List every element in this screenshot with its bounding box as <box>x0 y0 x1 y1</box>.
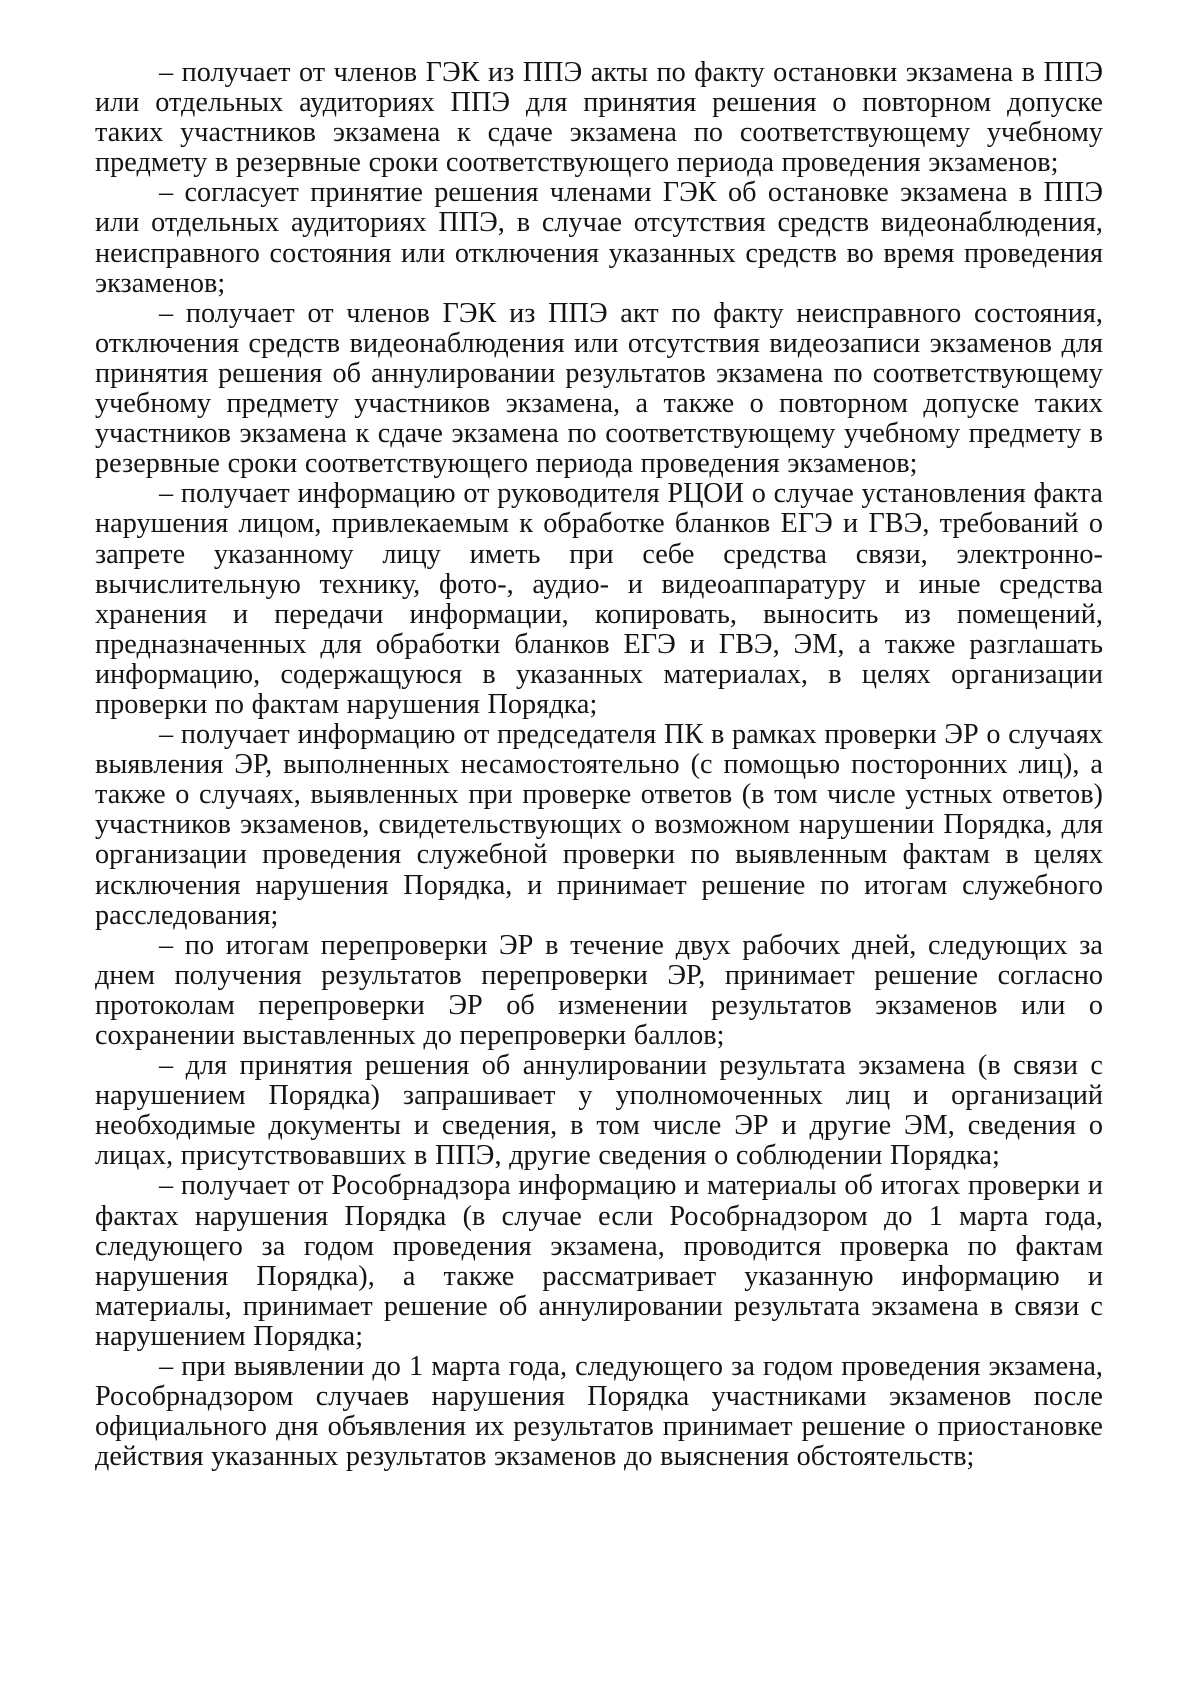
paragraph-6: – по итогам перепроверки ЭР в течение двух рабочих дней, следующих за днем получения результатов перепроверки ЭР, принимает решение согласно протоколам перепроверки ЭР об изменении результатов экзаменов или о сохранении выставленных до перепроверки баллов; <box>95 929 1103 1051</box>
paragraph-9: – при выявлении до 1 марта года, следующего за годом проведения экзамена, Рособрнадзором случаев нарушения Порядка участниками экзаменов после официального дня объявления их результатов принимает решение о приостановке действия указанных результатов экзаменов до выяснения обстоятельств; <box>95 1351 1103 1473</box>
paragraph-7: – для принятия решения об аннулировании результата экзамена (в связи с нарушением Порядка) запрашивает у уполномоченных лиц и организаций необходимые документы и сведения, в том числе ЭР и другие ЭМ, сведения о лицах, присутствовавших в ППЭ, другие сведения о соблюдении Порядка; <box>95 1050 1103 1172</box>
paragraph-1: – получает от членов ГЭК из ППЭ акты по факту остановки экзамена в ППЭ или отдельных аудиториях ППЭ для принятия решения о повторном допуске таких участников экзамена к сдаче экзамена по соответствующему учебному предмету в резервные сроки соответствующего периода проведения экзаменов; <box>95 57 1103 179</box>
paragraph-2: – согласует принятие решения членами ГЭК об остановке экзамена в ППЭ или отдельных аудиториях ППЭ, в случае отсутствия средств видеонаблюдения, неисправного состояния или отключения указанных средств во время проведения экзаменов; <box>95 177 1103 299</box>
paragraph-4: – получает информацию от руководителя РЦОИ о случае установления факта нарушения лицом, привлекаемым к обработке бланков ЕГЭ и ГВЭ, требований о запрете указанному лицу иметь при себе средства связи, электронно-вычислительную технику, фото-, аудио- и видеоаппаратуру и иные средства хранения и передачи информации, копировать, выносить из помещений, предназначенных для обработки бланков ЕГЭ и ГВЭ, ЭМ, а также разглашать информацию, содержащуюся в указанных материалах, в целях организации проверки по фактам нарушения Порядка; <box>95 478 1103 720</box>
document-page <box>95 58 1103 1472</box>
paragraph-3: – получает от членов ГЭК из ППЭ акт по факту неисправного состояния, отключения средств видеонаблюдения или отсутствия видеозаписи экзаменов для принятия решения об аннулировании результатов экзамена по соответствующему учебному предмету участников экзамена, а также о повторном допуске таких участников экзамена к сдаче экзамена по соответствующему учебному предмету в резервные сроки соответствующего периода проведения экзаменов; <box>95 297 1103 480</box>
paragraph-5: – получает информацию от председателя ПК в рамках проверки ЭР о случаях выявления ЭР, выполненных несамостоятельно (с помощью посторонних лиц), а также о случаях, выявленных при проверке ответов (в том числе устных ответов) участников экзаменов, свидетельствующих о возможном нарушении Порядка, для организации проведения служебной проверки по выявленным фактам в целях исключения нарушения Порядка, и принимает решение по итогам служебного расследования; <box>95 719 1103 931</box>
paragraph-8: – получает от Рособрнадзора информацию и материалы об итогах проверки и фактах нарушения Порядка (в случае если Рособрнадзором до 1 марта года, следующего за годом проведения экзамена, проводится проверка по фактам нарушения Порядка), а также рассматривает указанную информацию и материалы, принимает решение об аннулировании результата экзамена в связи с нарушением Порядка; <box>95 1170 1103 1352</box>
